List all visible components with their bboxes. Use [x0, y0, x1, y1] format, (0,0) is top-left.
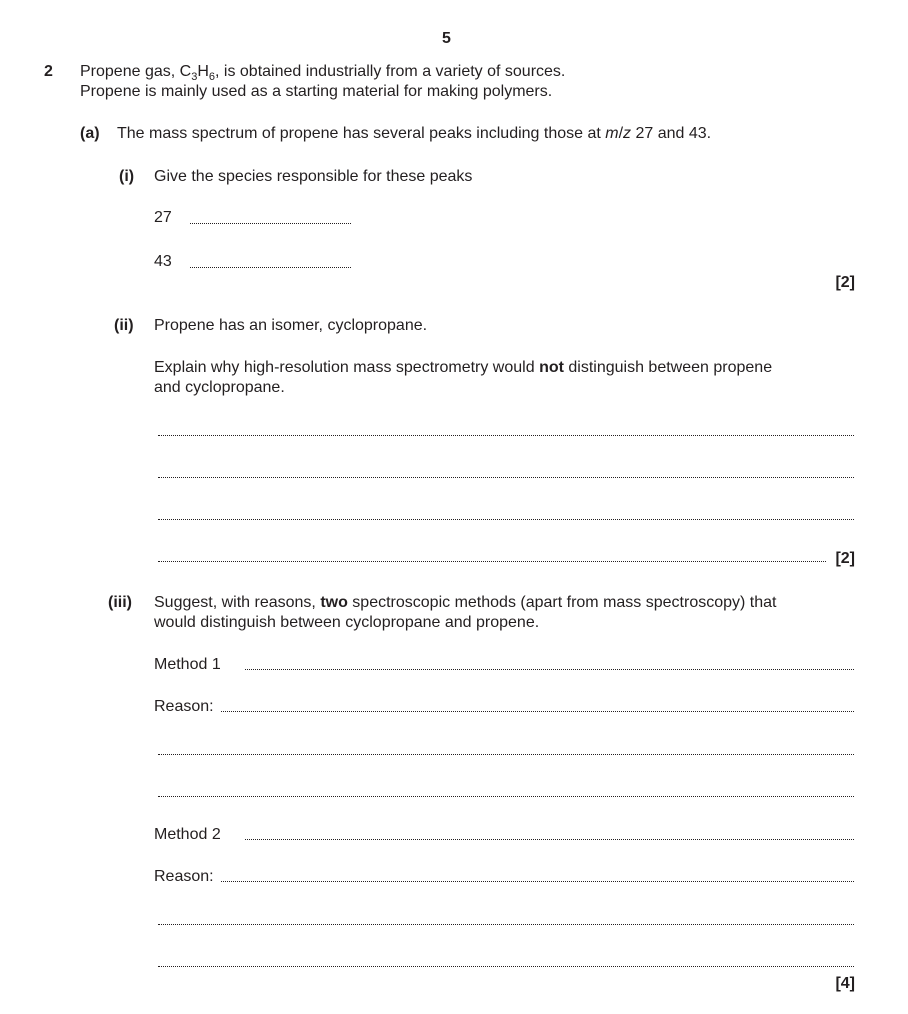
method1-label: Method 1 [154, 656, 221, 673]
part-ii-explain-line1: Explain why high-resolution mass spectrometry would not distinguish between propene [154, 359, 773, 376]
part-iii-text-line1: Suggest, with reasons, two spectroscopic methods (apart from mass spectroscopy) that [154, 594, 777, 611]
answer-line-ii-1[interactable] [158, 435, 854, 436]
page-number: 5 [442, 30, 451, 47]
part-i-label: (i) [119, 168, 135, 185]
question-number: 2 [44, 63, 53, 80]
answer-line-reason1[interactable] [221, 711, 854, 712]
answer-line-reason2[interactable] [221, 881, 854, 882]
answer-line-method2[interactable] [245, 839, 854, 840]
reason1-label: Reason: [154, 698, 214, 715]
answer-line-reason2-3[interactable] [158, 966, 854, 967]
part-i-marks: [2] [835, 274, 855, 291]
part-a-label: (a) [80, 125, 100, 142]
part-a-text: The mass spectrum of propene has several peaks including those at m/z 27 and 43. [117, 125, 712, 142]
answer-line-reason1-3[interactable] [158, 796, 854, 797]
part-ii-label: (ii) [114, 317, 134, 334]
answer-line-reason2-2[interactable] [158, 924, 854, 925]
answer-line-method1[interactable] [245, 669, 854, 670]
answer-line-ii-3[interactable] [158, 519, 854, 520]
part-ii-text: Propene has an isomer, cyclopropane. [154, 317, 428, 334]
part-i-text: Give the species responsible for these peaks [154, 168, 473, 185]
reason2-label: Reason: [154, 868, 214, 885]
answer-line-peak-27[interactable] [190, 223, 351, 224]
answer-line-ii-4[interactable] [158, 561, 826, 562]
answer-line-reason1-2[interactable] [158, 754, 854, 755]
part-iii-text-line2: would distinguish between cyclopropane and propene. [154, 614, 540, 631]
answer-line-peak-43[interactable] [190, 267, 351, 268]
question-intro-line2: Propene is mainly used as a starting material for making polymers. [80, 83, 553, 100]
part-iii-label: (iii) [108, 594, 132, 611]
peak-43-label: 43 [154, 253, 172, 270]
method2-label: Method 2 [154, 826, 221, 843]
part-iii-marks: [4] [835, 975, 855, 992]
part-ii-marks: [2] [835, 550, 855, 567]
peak-27-label: 27 [154, 209, 172, 226]
answer-line-ii-2[interactable] [158, 477, 854, 478]
question-intro-line1: Propene gas, $C_3H_6$, is obtained industrially from a variety of sources. [80, 63, 566, 83]
part-ii-explain-line2: and cyclopropane. [154, 379, 285, 396]
